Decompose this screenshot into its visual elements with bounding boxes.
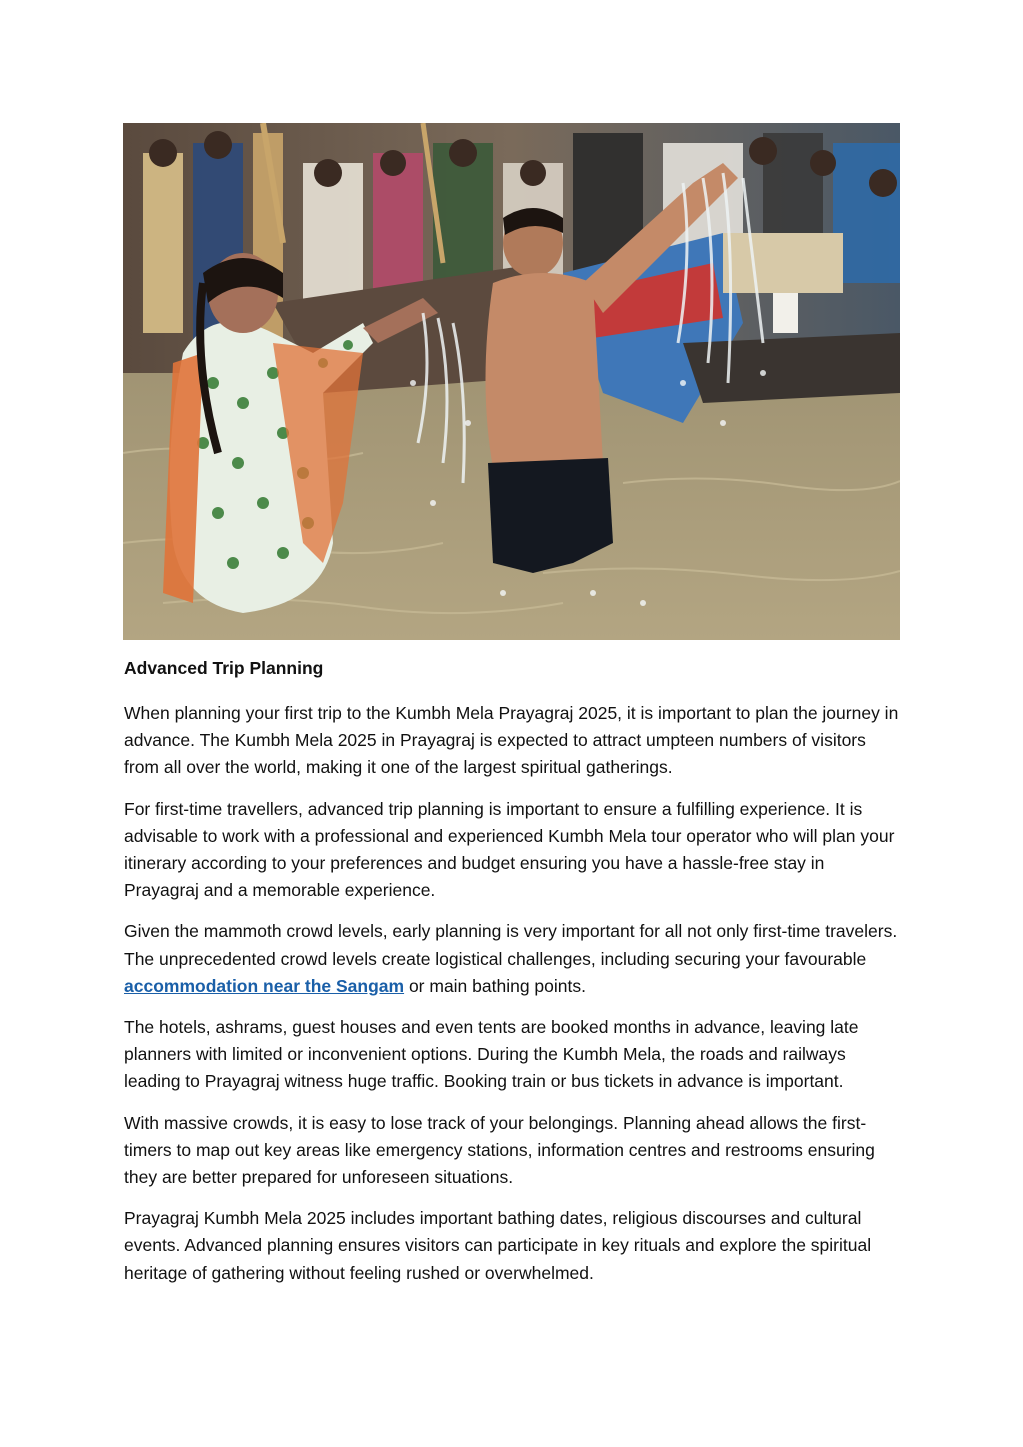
paragraph-1: When planning your first trip to the Kumbh Mela Prayagraj 2025, it is important to plan the journey in advance. The Kumbh Mela 2025 in Prayagraj is expected to attract umpteen numbers of visitors from all over the world, making it one of the largest spiritual gatherings. [124,703,899,778]
paragraph-2: For first-time travellers, advanced trip planning is important to ensure a fulfilling experience. It is advisable to work with a professional and experienced Kumbh Mela tour operator who will plan your itinerary according to your preferences and budget ensuring you have a hassle-free stay in Prayagraj and a memorable experience. [124,798,895,901]
paragraph-4: The hotels, ashrams, guest houses and even tents are booked months in advance, leaving late planners with limited or inconvenient options. During the Kumbh Mela, the roads and railways leading to Prayagraj witness huge traffic. Booking train or bus tickets in advance is important. [124,1017,859,1092]
section-heading: Advanced Trip Planning [124,658,324,678]
paragraph-3 [124,918,904,1000]
article-body [124,655,904,1301]
paragraph-3-text-before: Given the mammoth crowd levels, early planning is very important for all not only first-time travelers. The unprecedented crowd levels create logistical challenges, including securing your favourable [124,921,898,969]
pilgrims-bathing-photo [123,123,900,640]
paragraph-6: Prayagraj Kumbh Mela 2025 includes important bathing dates, religious discourses and cultural events. Advanced planning ensures visitors can participate in key rituals and explore the spiritual heritage of gathering without feeling rushed or overwhelmed. [124,1208,872,1283]
paragraph-5: With massive crowds, it is easy to lose track of your belongings. Planning ahead allows the first-timers to map out key areas like emergency stations, information centres and restrooms ensuring they are better prepared for unforeseen situations. [124,1112,875,1188]
paragraph-3-text-after: or main bathing points. [404,975,586,996]
accommodation-link[interactable]: accommodation near the Sangam [124,975,405,996]
